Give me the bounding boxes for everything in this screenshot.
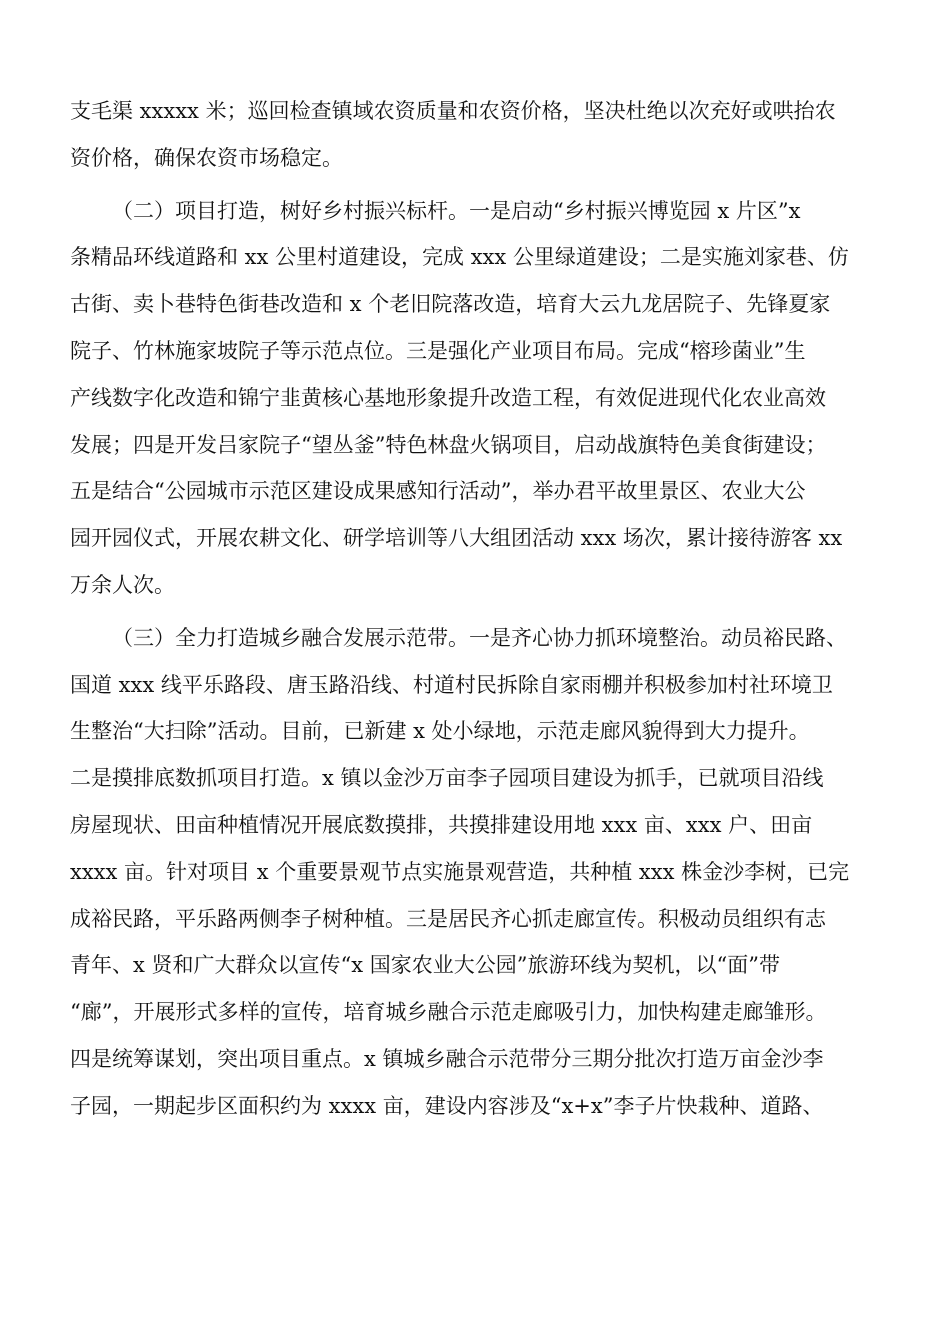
paragraph-2 (70, 188, 885, 609)
text-line: 条精品环线道路和 xx 公里村道建设，完成 xxx 公里绿道建设；二是实施刘家巷、仿 (70, 245, 849, 270)
text-line: （三）全力打造城乡融合发展示范带。一是齐心协力抓环境整治。动员裕民路、 (112, 625, 847, 650)
text-line: 园开园仪式，开展农耕文化、研学培训等八大组团活动 xxx 场次，累计接待游客 xx (70, 526, 843, 551)
text-line: 古街、卖卜巷特色街巷改造和 x 个老旧院落改造，培育大云九龙居院子、先锋夏家 (70, 292, 831, 317)
text-line: 子园，一期起步区面积约为 xxxx 亩，建设内容涉及“x+x”李子片快栽种、道路、 (70, 1093, 824, 1118)
paragraph-1 (70, 88, 885, 182)
text-line: xxxx 亩。针对项目 x 个重要景观节点实施景观营造，共种植 xxx 株金沙李树，已完 (70, 859, 850, 884)
text-line: 支毛渠 xxxxx 米；巡回检查镇域农资质量和农资价格，坚决杜绝以次充好或哄抬农 (70, 99, 836, 123)
text-line: 万余人次。 (70, 572, 175, 597)
document-page (70, 88, 885, 1130)
text-line: （二）项目打造，树好乡村振兴标杆。一是启动“乡村振兴博览园 x 片区”x (112, 198, 801, 223)
text-line: 成裕民路，平乐路两侧李子树种植。三是居民齐心抓走廊宣传。积极动员组织有志 (70, 906, 826, 931)
paragraph-3 (70, 615, 885, 1130)
text-line: 发展；四是开发吕家院子“望丛釜”特色林盘火锅项目，启动战旗特色美食街建设； (70, 432, 827, 457)
text-line: 生整治“大扫除”活动。目前，已新建 x 处小绿地，示范走廊风貌得到大力提升。 (70, 719, 810, 744)
text-line: “廊”，开展形式多样的宣传，培育城乡融合示范走廊吸引力，加快构建走廊雏形。 (70, 1000, 827, 1025)
text-line: 四是统筹谋划，突出项目重点。x 镇城乡融合示范带分三期分批次打造万亩金沙李 (70, 1046, 824, 1071)
text-line: 产线数字化改造和锦宁韭黄核心基地形象提升改造工程，有效促进现代化农业高效 (70, 385, 826, 410)
text-line: 二是摸排底数抓项目打造。x 镇以金沙万亩李子园项目建设为抓手，已就项目沿线 (70, 766, 824, 791)
text-line: 院子、竹林施家坡院子等示范点位。三是强化产业项目布局。完成“榕珍菌业”生 (70, 338, 806, 363)
text-line: 五是结合“公园城市示范区建设成果感知行活动”，举办君平故里景区、农业大公 (70, 479, 806, 504)
text-line: 资价格，确保农资市场稳定。 (70, 145, 343, 170)
text-line: 青年、x 贤和广大群众以宣传“x 国家农业大公园”旅游环线为契机，以“面”带 (70, 953, 780, 978)
text-line: 国道 xxx 线平乐路段、唐玉路沿线、村道村民拆除自家雨棚并积极参加村社环境卫 (70, 672, 833, 697)
text-line: 房屋现状、田亩种植情况开展底数摸排，共摸排建设用地 xxx 亩、xxx 户、田亩 (70, 812, 813, 837)
